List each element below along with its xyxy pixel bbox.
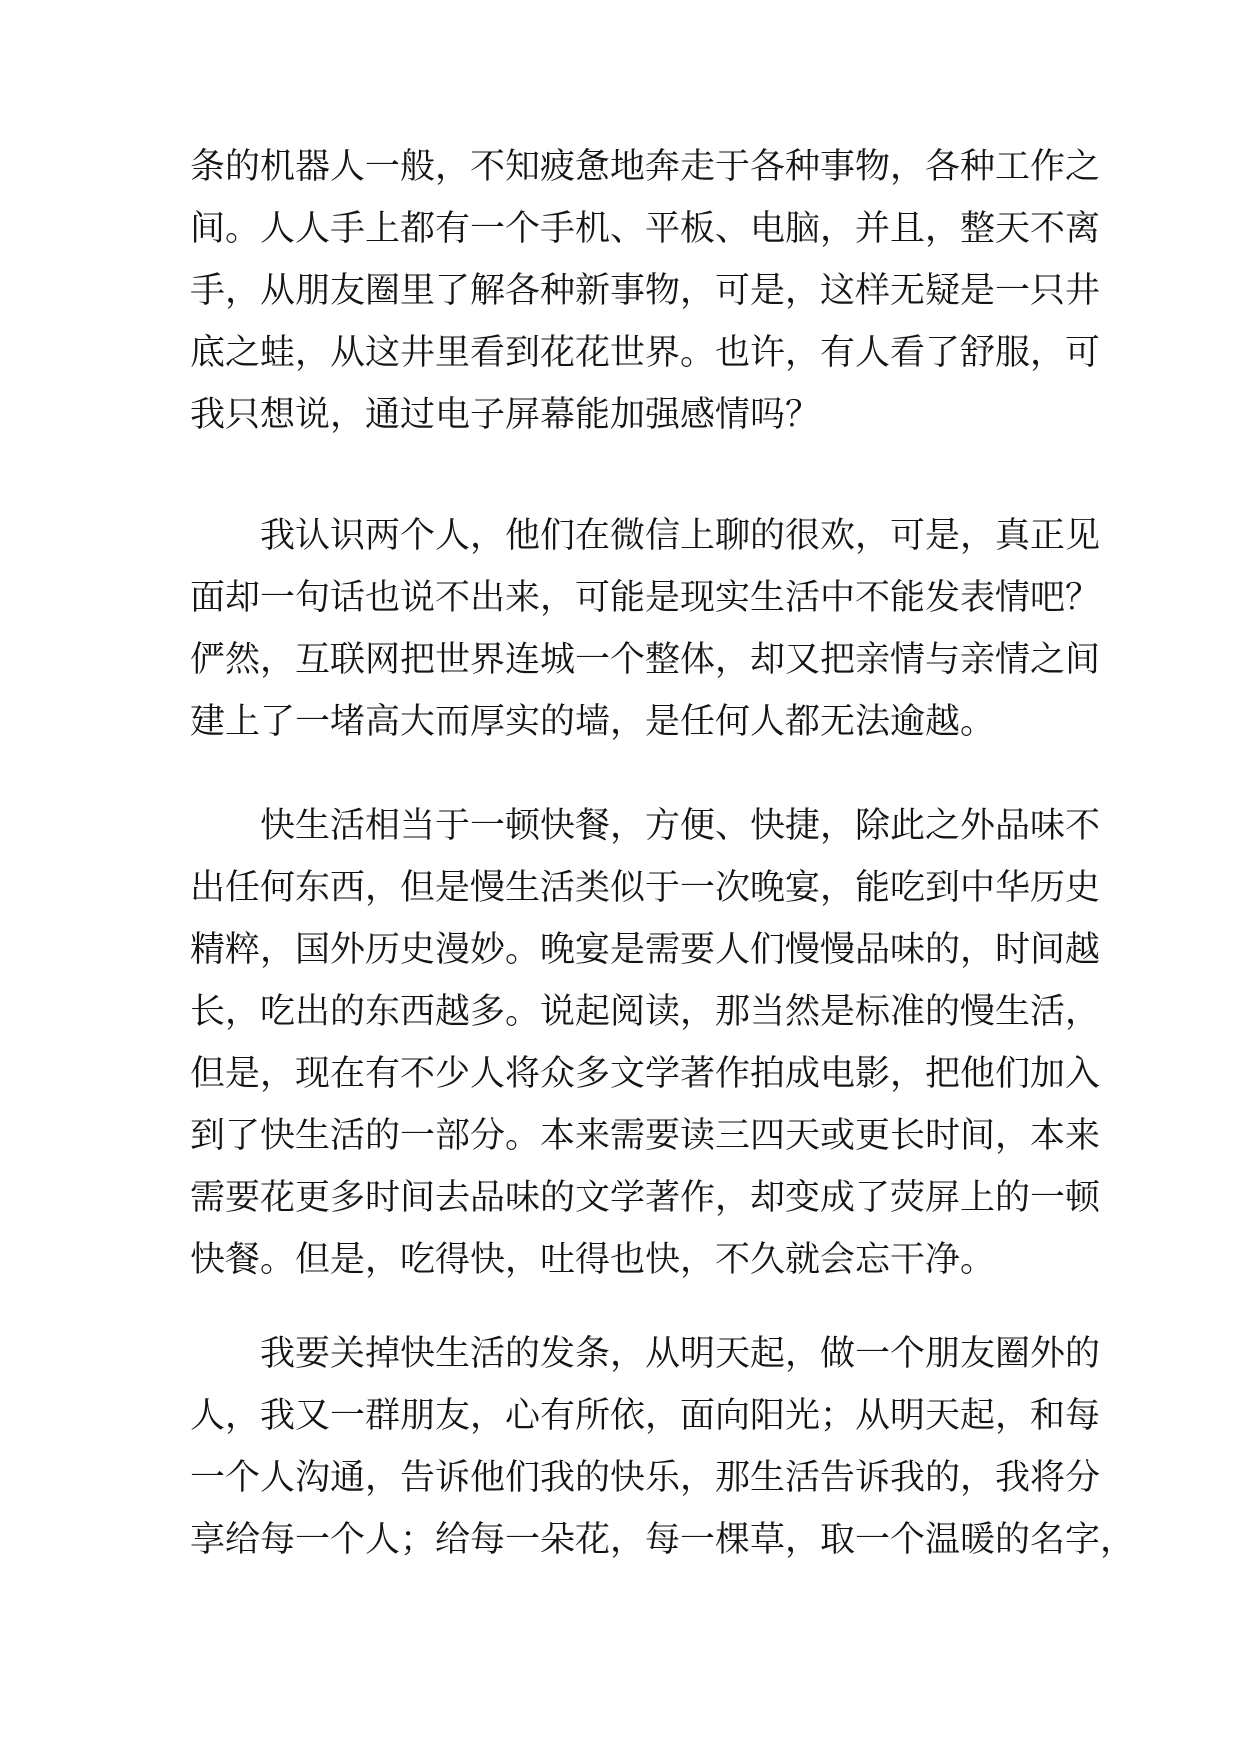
paragraph-line: 快餐。但是，吃得快，吐得也快，不久就会忘干净。 [190,1240,996,1280]
paragraph-line: 我要关掉快生活的发条，从明天起，做一个朋友圈外的 [260,1334,1101,1374]
paragraph-line: 一个人沟通，告诉他们我的快乐，那生活告诉我的，我将分 [190,1458,1101,1498]
paragraph-1 [190,136,1101,446]
paragraph-line: 间。人人手上都有一个手机、平板、电脑，并且，整天不离 [190,209,1101,249]
paragraph-line: 出任何东西，但是慢生活类似于一次晚宴，能吃到中华历史 [190,868,1101,908]
paragraph-3 [190,795,1101,1291]
paragraph-line: 底之蛙，从这井里看到花花世界。也许，有人看了舒服，可 [190,333,1101,373]
paragraph-line: 但是，现在有不少人将众多文学著作拍成电影，把他们加入 [190,1054,1101,1094]
paragraph-line: 快生活相当于一顿快餐，方便、快捷，除此之外品味不 [260,806,1101,846]
paragraph-4 [190,1323,1136,1571]
paragraph-line: 建上了一堵高大而厚实的墙，是任何人都无法逾越。 [190,702,996,742]
paragraph-line: 我认识两个人，他们在微信上聊的很欢，可是，真正见 [260,516,1101,556]
paragraph-line: 人，我又一群朋友，心有所依，面向阳光；从明天起，和每 [190,1396,1101,1436]
paragraph-line: 长，吃出的东西越多。说起阅读，那当然是标准的慢生活， [190,992,1101,1032]
paragraph-line: 俨然，互联网把世界连城一个整体，却又把亲情与亲情之间 [190,640,1101,680]
paragraph-line: 精粹，国外历史漫妙。晚宴是需要人们慢慢品味的，时间越 [190,930,1101,970]
paragraph-line: 条的机器人一般，不知疲惫地奔走于各种事物，各种工作之 [190,147,1101,187]
paragraph-line: 面却一句话也说不出来，可能是现实生活中不能发表情吧？ [190,578,1101,618]
paragraph-2 [190,505,1101,753]
paragraph-line: 手，从朋友圈里了解各种新事物，可是，这样无疑是一只井 [190,271,1101,311]
paragraph-line: 到了快生活的一部分。本来需要读三四天或更长时间，本来 [190,1116,1101,1156]
paragraph-line: 享给每一个人；给每一朵花，每一棵草，取一个温暖的名字， [190,1520,1136,1560]
paragraph-line: 需要花更多时间去品味的文学著作，却变成了荧屏上的一顿 [190,1178,1101,1218]
paragraph-line: 我只想说，通过电子屏幕能加强感情吗？ [190,395,821,435]
